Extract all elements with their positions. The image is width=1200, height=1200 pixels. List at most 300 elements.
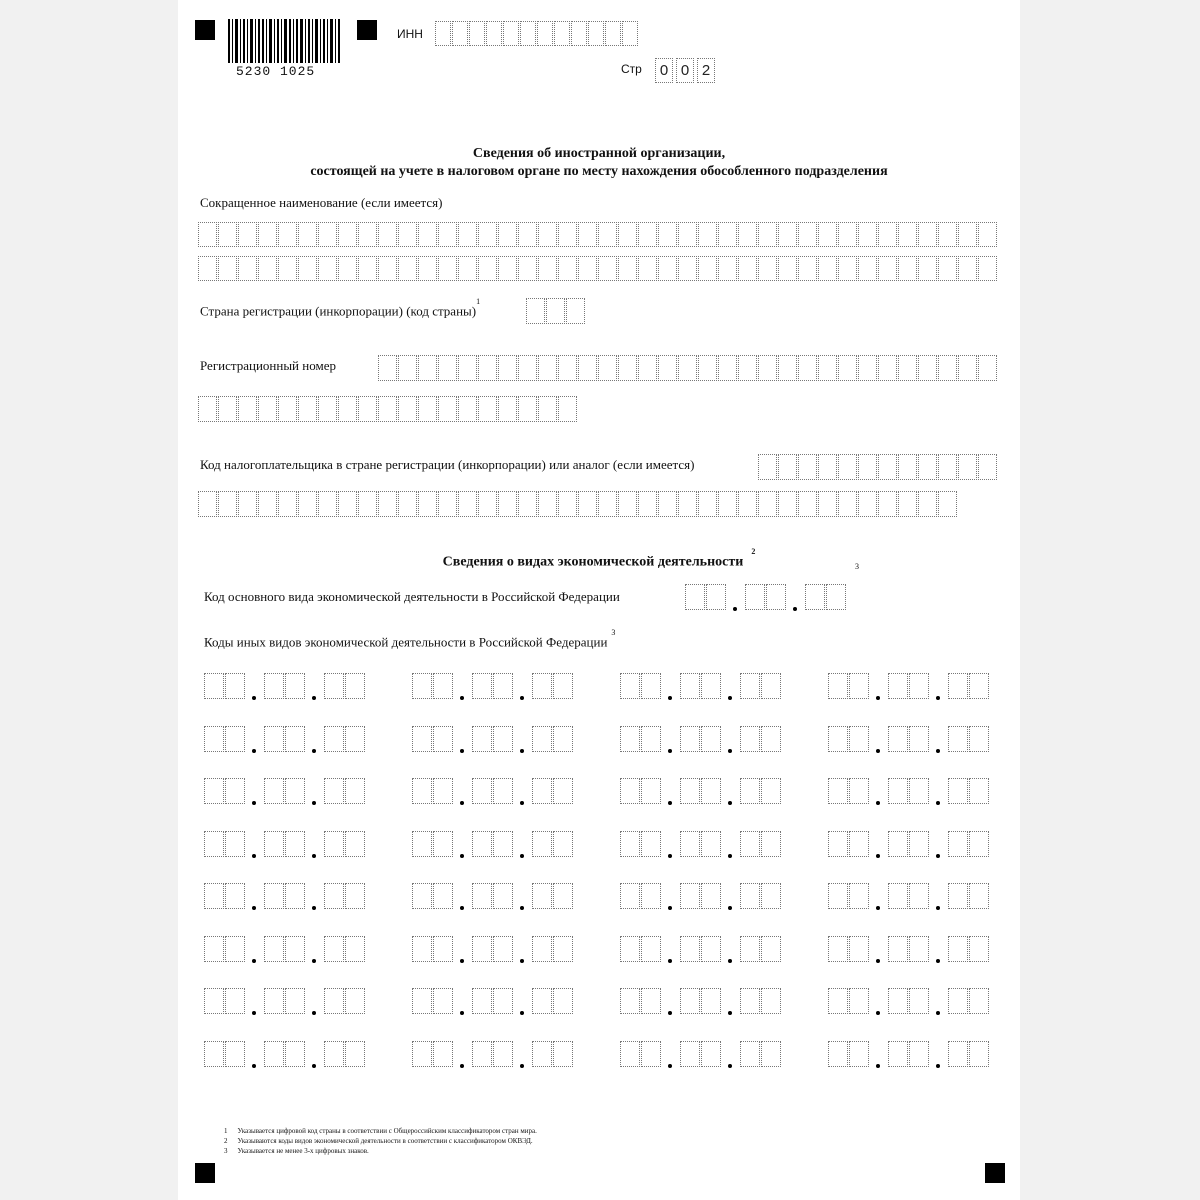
input-cell[interactable] (438, 256, 457, 281)
input-cell[interactable] (318, 491, 337, 517)
code-digit-cell[interactable] (620, 778, 640, 804)
input-cell[interactable] (498, 256, 517, 281)
code-digit-cell[interactable] (620, 988, 640, 1014)
input-cell[interactable] (278, 396, 297, 422)
input-cell[interactable] (598, 355, 617, 381)
input-cell[interactable] (418, 256, 437, 281)
code-digit-cell[interactable] (225, 778, 245, 804)
input-cell[interactable] (218, 222, 237, 247)
code-digit-cell[interactable] (888, 778, 908, 804)
code-digit-cell[interactable] (761, 1041, 781, 1067)
input-cell[interactable] (798, 491, 817, 517)
input-cell[interactable] (571, 21, 587, 46)
code-digit-cell[interactable] (532, 936, 552, 962)
input-cell[interactable] (518, 355, 537, 381)
input-cell[interactable] (738, 222, 757, 247)
code-digit-cell[interactable] (620, 883, 640, 909)
code-digit-cell[interactable] (285, 883, 305, 909)
code-digit-cell[interactable] (828, 936, 848, 962)
input-cell[interactable] (798, 222, 817, 247)
input-cell[interactable] (198, 491, 217, 517)
input-cell[interactable] (838, 222, 857, 247)
input-cell[interactable] (818, 491, 837, 517)
code-digit-cell[interactable] (948, 936, 968, 962)
code-digit-cell[interactable] (969, 831, 989, 857)
code-digit-cell[interactable] (345, 831, 365, 857)
code-digit-cell[interactable] (472, 831, 492, 857)
code-digit-cell[interactable] (948, 988, 968, 1014)
input-cell[interactable] (898, 256, 917, 281)
input-cell[interactable] (598, 491, 617, 517)
input-cell[interactable] (618, 222, 637, 247)
code-digit-cell[interactable] (849, 1041, 869, 1067)
input-cell[interactable] (958, 222, 977, 247)
input-cell[interactable] (398, 222, 417, 247)
input-cell[interactable] (435, 21, 451, 46)
input-cell[interactable] (938, 355, 957, 381)
input-cell[interactable] (698, 222, 717, 247)
code-digit-cell[interactable] (553, 936, 573, 962)
input-cell[interactable] (978, 454, 997, 480)
code-digit-cell[interactable] (888, 1041, 908, 1067)
code-digit-cell[interactable] (641, 831, 661, 857)
input-cell[interactable] (418, 396, 437, 422)
input-cell[interactable] (858, 454, 877, 480)
code-digit-cell[interactable] (826, 584, 846, 610)
code-digit-cell[interactable] (204, 988, 224, 1014)
input-cell[interactable] (778, 256, 797, 281)
code-digit-cell[interactable] (345, 673, 365, 699)
code-digit-cell[interactable] (701, 988, 721, 1014)
input-cell[interactable] (458, 355, 477, 381)
input-cell[interactable] (538, 222, 557, 247)
input-cell[interactable] (758, 355, 777, 381)
code-digit-cell[interactable] (620, 673, 640, 699)
input-cell[interactable] (258, 256, 277, 281)
code-digit-cell[interactable] (888, 883, 908, 909)
code-digit-cell[interactable] (225, 883, 245, 909)
code-digit-cell[interactable] (264, 831, 284, 857)
input-cell[interactable] (622, 21, 638, 46)
input-cell[interactable] (958, 454, 977, 480)
input-cell[interactable] (598, 256, 617, 281)
input-cell[interactable] (938, 222, 957, 247)
input-cell[interactable] (518, 256, 537, 281)
input-cell[interactable] (566, 298, 585, 324)
code-digit-cell[interactable] (909, 1041, 929, 1067)
input-cell[interactable] (778, 491, 797, 517)
input-cell[interactable] (758, 222, 777, 247)
input-cell[interactable] (554, 21, 570, 46)
input-cell[interactable] (498, 355, 517, 381)
input-cell[interactable] (318, 396, 337, 422)
code-digit-cell[interactable] (225, 831, 245, 857)
code-digit-cell[interactable] (264, 778, 284, 804)
input-cell[interactable] (578, 491, 597, 517)
input-cell[interactable] (838, 491, 857, 517)
code-digit-cell[interactable] (345, 988, 365, 1014)
input-cell[interactable] (458, 222, 477, 247)
input-cell[interactable] (738, 491, 757, 517)
code-digit-cell[interactable] (345, 936, 365, 962)
input-cell[interactable] (238, 396, 257, 422)
code-digit-cell[interactable] (412, 883, 432, 909)
code-digit-cell[interactable] (472, 1041, 492, 1067)
input-cell[interactable] (238, 222, 257, 247)
input-cell[interactable] (258, 491, 277, 517)
input-cell[interactable] (438, 222, 457, 247)
code-digit-cell[interactable] (620, 1041, 640, 1067)
input-cell[interactable] (818, 355, 837, 381)
input-cell[interactable] (878, 256, 897, 281)
code-digit-cell[interactable] (225, 936, 245, 962)
code-digit-cell[interactable] (761, 831, 781, 857)
code-digit-cell[interactable] (324, 883, 344, 909)
input-cell[interactable] (958, 355, 977, 381)
input-cell[interactable] (918, 454, 937, 480)
input-cell[interactable] (438, 491, 457, 517)
input-cell[interactable] (838, 355, 857, 381)
input-cell[interactable] (578, 355, 597, 381)
input-cell[interactable] (978, 222, 997, 247)
code-digit-cell[interactable] (641, 936, 661, 962)
input-cell[interactable] (498, 491, 517, 517)
code-digit-cell[interactable] (909, 883, 929, 909)
code-digit-cell[interactable] (433, 778, 453, 804)
input-cell[interactable] (878, 454, 897, 480)
code-digit-cell[interactable] (472, 936, 492, 962)
input-cell[interactable] (218, 396, 237, 422)
code-digit-cell[interactable] (225, 726, 245, 752)
code-digit-cell[interactable] (849, 936, 869, 962)
input-cell[interactable] (978, 355, 997, 381)
code-digit-cell[interactable] (204, 831, 224, 857)
input-cell[interactable] (658, 491, 677, 517)
input-cell[interactable] (858, 491, 877, 517)
code-digit-cell[interactable] (641, 726, 661, 752)
code-digit-cell[interactable] (285, 988, 305, 1014)
input-cell[interactable] (318, 256, 337, 281)
input-cell[interactable] (878, 222, 897, 247)
code-digit-cell[interactable] (553, 988, 573, 1014)
input-cell[interactable] (898, 222, 917, 247)
code-digit-cell[interactable] (472, 988, 492, 1014)
code-digit-cell[interactable] (745, 584, 765, 610)
code-digit-cell[interactable] (433, 726, 453, 752)
code-digit-cell[interactable] (412, 831, 432, 857)
code-digit-cell[interactable] (888, 726, 908, 752)
input-cell[interactable] (838, 256, 857, 281)
input-cell[interactable] (698, 355, 717, 381)
input-cell[interactable] (398, 396, 417, 422)
input-cell[interactable] (758, 491, 777, 517)
code-digit-cell[interactable] (225, 673, 245, 699)
input-cell[interactable] (498, 222, 517, 247)
code-digit-cell[interactable] (909, 778, 929, 804)
code-digit-cell[interactable] (740, 883, 760, 909)
input-cell[interactable] (278, 491, 297, 517)
code-digit-cell[interactable] (761, 726, 781, 752)
code-digit-cell[interactable] (740, 726, 760, 752)
code-digit-cell[interactable] (433, 936, 453, 962)
code-digit-cell[interactable] (493, 726, 513, 752)
code-digit-cell[interactable] (345, 883, 365, 909)
input-cell[interactable] (298, 491, 317, 517)
input-cell[interactable] (658, 222, 677, 247)
code-digit-cell[interactable] (828, 831, 848, 857)
code-digit-cell[interactable] (909, 726, 929, 752)
code-digit-cell[interactable] (641, 1041, 661, 1067)
code-digit-cell[interactable] (701, 673, 721, 699)
input-cell[interactable] (658, 355, 677, 381)
input-cell[interactable] (918, 256, 937, 281)
code-digit-cell[interactable] (493, 883, 513, 909)
code-digit-cell[interactable] (472, 726, 492, 752)
code-digit-cell[interactable] (620, 726, 640, 752)
input-cell[interactable] (858, 256, 877, 281)
code-digit-cell[interactable] (472, 673, 492, 699)
code-digit-cell[interactable] (701, 778, 721, 804)
input-cell[interactable] (526, 298, 545, 324)
input-cell[interactable] (398, 491, 417, 517)
input-cell[interactable] (486, 21, 502, 46)
code-digit-cell[interactable] (828, 673, 848, 699)
input-cell[interactable] (618, 355, 637, 381)
input-cell[interactable] (538, 396, 557, 422)
input-cell[interactable] (588, 21, 604, 46)
code-digit-cell[interactable] (532, 673, 552, 699)
code-digit-cell[interactable] (909, 673, 929, 699)
code-digit-cell[interactable] (532, 1041, 552, 1067)
code-digit-cell[interactable] (204, 778, 224, 804)
input-cell[interactable] (898, 491, 917, 517)
code-digit-cell[interactable] (701, 883, 721, 909)
input-cell[interactable] (458, 256, 477, 281)
input-cell[interactable] (558, 256, 577, 281)
input-cell[interactable] (520, 21, 536, 46)
input-cell[interactable] (938, 454, 957, 480)
code-digit-cell[interactable] (740, 673, 760, 699)
input-cell[interactable] (358, 491, 377, 517)
code-digit-cell[interactable] (849, 883, 869, 909)
code-digit-cell[interactable] (433, 883, 453, 909)
code-digit-cell[interactable] (493, 988, 513, 1014)
code-digit-cell[interactable] (948, 831, 968, 857)
input-cell[interactable] (378, 396, 397, 422)
input-cell[interactable] (198, 396, 217, 422)
input-cell[interactable] (478, 396, 497, 422)
code-digit-cell[interactable] (909, 831, 929, 857)
code-digit-cell[interactable] (412, 936, 432, 962)
input-cell[interactable] (478, 222, 497, 247)
input-cell[interactable] (818, 222, 837, 247)
code-digit-cell[interactable] (948, 883, 968, 909)
input-cell[interactable] (578, 222, 597, 247)
input-cell[interactable] (278, 256, 297, 281)
input-cell[interactable] (698, 491, 717, 517)
code-digit-cell[interactable] (285, 673, 305, 699)
code-digit-cell[interactable] (620, 831, 640, 857)
input-cell[interactable] (818, 256, 837, 281)
input-cell[interactable] (978, 256, 997, 281)
input-cell[interactable] (678, 355, 697, 381)
code-digit-cell[interactable] (553, 726, 573, 752)
code-digit-cell[interactable] (553, 1041, 573, 1067)
code-digit-cell[interactable] (264, 883, 284, 909)
code-digit-cell[interactable] (532, 988, 552, 1014)
code-digit-cell[interactable] (493, 1041, 513, 1067)
input-cell[interactable] (418, 355, 437, 381)
input-cell[interactable] (898, 355, 917, 381)
input-cell[interactable] (398, 355, 417, 381)
input-cell[interactable] (718, 256, 737, 281)
input-cell[interactable] (458, 396, 477, 422)
input-cell[interactable] (298, 222, 317, 247)
input-cell[interactable] (538, 491, 557, 517)
code-digit-cell[interactable] (641, 988, 661, 1014)
input-cell[interactable] (358, 256, 377, 281)
input-cell[interactable] (503, 21, 519, 46)
input-cell[interactable] (438, 396, 457, 422)
input-cell[interactable] (558, 396, 577, 422)
input-cell[interactable] (546, 298, 565, 324)
code-digit-cell[interactable] (493, 778, 513, 804)
input-cell[interactable] (378, 355, 397, 381)
input-cell[interactable] (418, 222, 437, 247)
code-digit-cell[interactable] (412, 778, 432, 804)
input-cell[interactable] (838, 454, 857, 480)
input-cell[interactable] (338, 396, 357, 422)
code-digit-cell[interactable] (641, 673, 661, 699)
input-cell[interactable] (498, 396, 517, 422)
input-cell[interactable] (478, 256, 497, 281)
code-digit-cell[interactable] (264, 988, 284, 1014)
input-cell[interactable] (378, 491, 397, 517)
code-digit-cell[interactable] (285, 778, 305, 804)
code-digit-cell[interactable] (285, 831, 305, 857)
input-cell[interactable] (658, 256, 677, 281)
code-digit-cell[interactable] (948, 778, 968, 804)
code-digit-cell[interactable] (285, 1041, 305, 1067)
code-digit-cell[interactable] (345, 778, 365, 804)
input-cell[interactable] (678, 222, 697, 247)
code-digit-cell[interactable] (969, 726, 989, 752)
code-digit-cell[interactable] (706, 584, 726, 610)
code-digit-cell[interactable] (324, 831, 344, 857)
input-cell[interactable] (258, 222, 277, 247)
code-digit-cell[interactable] (345, 1041, 365, 1067)
code-digit-cell[interactable] (909, 936, 929, 962)
code-digit-cell[interactable] (761, 673, 781, 699)
code-digit-cell[interactable] (493, 673, 513, 699)
input-cell[interactable] (858, 222, 877, 247)
input-cell[interactable] (718, 355, 737, 381)
input-cell[interactable] (338, 491, 357, 517)
code-digit-cell[interactable] (324, 936, 344, 962)
input-cell[interactable] (798, 454, 817, 480)
code-digit-cell[interactable] (204, 726, 224, 752)
code-digit-cell[interactable] (948, 1041, 968, 1067)
code-digit-cell[interactable] (433, 831, 453, 857)
input-cell[interactable] (218, 256, 237, 281)
input-cell[interactable] (358, 222, 377, 247)
input-cell[interactable] (698, 256, 717, 281)
input-cell[interactable] (398, 256, 417, 281)
input-cell[interactable] (518, 222, 537, 247)
code-digit-cell[interactable] (740, 1041, 760, 1067)
input-cell[interactable] (378, 222, 397, 247)
input-cell[interactable] (338, 222, 357, 247)
input-cell[interactable] (278, 222, 297, 247)
code-digit-cell[interactable] (849, 726, 869, 752)
code-digit-cell[interactable] (225, 988, 245, 1014)
input-cell[interactable] (558, 355, 577, 381)
input-cell[interactable] (298, 256, 317, 281)
input-cell[interactable] (778, 222, 797, 247)
code-digit-cell[interactable] (472, 778, 492, 804)
code-digit-cell[interactable] (969, 988, 989, 1014)
code-digit-cell[interactable] (324, 1041, 344, 1067)
code-digit-cell[interactable] (680, 831, 700, 857)
code-digit-cell[interactable] (264, 1041, 284, 1067)
code-digit-cell[interactable] (680, 1041, 700, 1067)
input-cell[interactable] (605, 21, 621, 46)
input-cell[interactable] (438, 355, 457, 381)
code-digit-cell[interactable] (412, 673, 432, 699)
input-cell[interactable] (378, 256, 397, 281)
input-cell[interactable] (638, 355, 657, 381)
code-digit-cell[interactable] (204, 673, 224, 699)
code-digit-cell[interactable] (948, 673, 968, 699)
input-cell[interactable] (238, 491, 257, 517)
code-digit-cell[interactable] (849, 778, 869, 804)
code-digit-cell[interactable] (888, 988, 908, 1014)
input-cell[interactable] (818, 454, 837, 480)
code-digit-cell[interactable] (969, 1041, 989, 1067)
code-digit-cell[interactable] (680, 726, 700, 752)
input-cell[interactable] (358, 396, 377, 422)
code-digit-cell[interactable] (680, 673, 700, 699)
code-digit-cell[interactable] (761, 883, 781, 909)
code-digit-cell[interactable] (204, 1041, 224, 1067)
input-cell[interactable] (338, 256, 357, 281)
code-digit-cell[interactable] (532, 778, 552, 804)
input-cell[interactable] (258, 396, 277, 422)
input-cell[interactable] (718, 491, 737, 517)
code-digit-cell[interactable] (264, 726, 284, 752)
input-cell[interactable] (798, 355, 817, 381)
input-cell[interactable] (418, 491, 437, 517)
input-cell[interactable] (478, 355, 497, 381)
input-cell[interactable] (198, 256, 217, 281)
input-cell[interactable] (558, 222, 577, 247)
input-cell[interactable] (578, 256, 597, 281)
code-digit-cell[interactable] (969, 883, 989, 909)
code-digit-cell[interactable] (888, 831, 908, 857)
input-cell[interactable] (558, 491, 577, 517)
code-digit-cell[interactable] (204, 883, 224, 909)
code-digit-cell[interactable] (766, 584, 786, 610)
input-cell[interactable] (538, 355, 557, 381)
code-digit-cell[interactable] (969, 673, 989, 699)
code-digit-cell[interactable] (680, 988, 700, 1014)
code-digit-cell[interactable] (433, 673, 453, 699)
code-digit-cell[interactable] (909, 988, 929, 1014)
input-cell[interactable] (618, 256, 637, 281)
code-digit-cell[interactable] (740, 936, 760, 962)
input-cell[interactable] (638, 256, 657, 281)
code-digit-cell[interactable] (849, 831, 869, 857)
